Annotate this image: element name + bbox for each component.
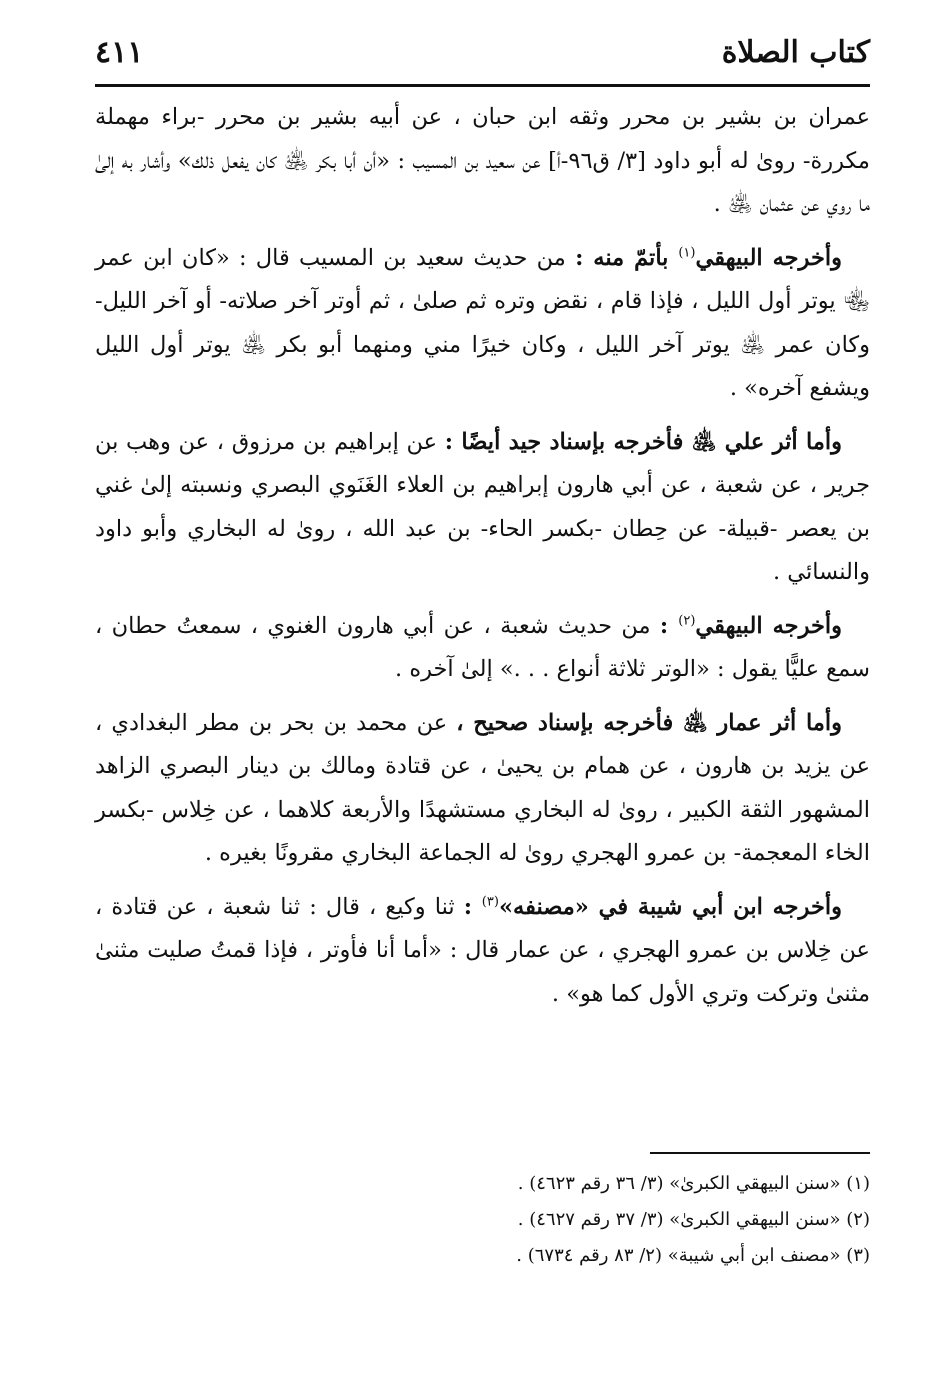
footnote-ref: (١)	[678, 245, 696, 260]
footnote-1: (١) «سنن البيهقي الكبرىٰ» (٣/ ٣٦ رقم ٤٦٢٣) .	[517, 1173, 870, 1194]
footnote-ref: (٢)	[678, 613, 696, 628]
paragraph-lead: وأما أثر علي ﵁ فأخرجه بإسناد جيد أيضًا :	[444, 428, 842, 455]
paragraph-lead: وأخرجه البيهقي	[695, 244, 842, 271]
paragraph-text: من حديث شعبة ، عن أبي هارون الغنوي ، سمعتُ حطان ، سمع عليًّا يقول : «الوتر ثلاثة أنواع . . .» إلىٰ آخره .	[95, 612, 870, 682]
running-title: كتاب الصلاة	[721, 34, 870, 70]
header-rule	[95, 84, 870, 87]
paragraph-text: عمران بن بشير بن محرر وثقه ابن حبان ، عن أبيه بشير بن محرر -براء مهملة مكررة- روىٰ له أبو داود [٣/ ق٩٦-أ] عن سعيد بن المسيب : «أن أبا بكر ﵁ كان يفعل ذلك» وأشار به إلىٰ ما روي عن عثمان ﵁ .	[95, 104, 870, 217]
paragraph-text: عن إبراهيم بن مرزوق ، عن وهب بن جرير ، عن شعبة ، عن أبي هارون إبراهيم بن العلاء الغَنَوي البصري ونسبته إلىٰ غني بن يعصر -قبيلة- عن حِطان -بكسر الحاء- بن عبد الله ، روىٰ له البخاري وأبو داود والنسائي .	[95, 428, 870, 585]
paragraph-lead: وأما أثر عمار ﵁ فأخرجه بإسناد صحيح ،	[456, 709, 842, 736]
page-number: ٤١١	[95, 34, 144, 70]
paragraph-6	[95, 886, 870, 1017]
paragraph-lead-end: بأتمّ منه :	[575, 244, 679, 271]
paragraph-text: عن محمد بن بحر بن مطر البغدادي ، عن يزيد بن هارون ، عن همام بن يحيىٰ ، عن قتادة ومالك بن دينار البصري الزاهد المشهور الثقة الكبير ، روىٰ له البخاري مستشهدًا والأربعة كلاهما ، عن خِلاس -بكسر الخاء المعجمة- بن عمرو الهجري روىٰ له الجماعة البخاري مقرونًا بغيره .	[95, 709, 870, 866]
paragraph-text: ثنا وكيع ، قال : ثنا شعبة ، عن قتادة ، عن خِلاس بن عمرو الهجري ، عن عمار قال : «أما أنا فأوتر ، فإذا قمتُ صليت مثنىٰ مثنىٰ وتركت وتري الأول كما هو» .	[95, 893, 870, 1007]
paragraph-text: من حديث سعيد بن المسيب قال : «كان ابن عمر ﵄ يوتر أول الليل ، فإذا قام ، نقض وتره ثم صلىٰ ، ثم أوتر آخر صلاته- أو آخر الليل- وكان عمر ﵁ يوتر آخر الليل ، وكان خيرًا مني ومنهما أبو بكر ﵁ يوتر أول الليل ويشفع آخره» .	[95, 244, 870, 401]
paragraph-lead-end: :	[659, 612, 679, 639]
footnote-rule	[650, 1152, 870, 1154]
paragraph-3	[95, 421, 870, 595]
footnote-2: (٢) «سنن البيهقي الكبرىٰ» (٣/ ٣٧ رقم ٤٦٢٧) .	[517, 1209, 870, 1230]
paragraph-lead: وأخرجه ابن أبي شيبة في «مصنفه»	[498, 893, 843, 920]
paragraph-lead-end: :	[463, 893, 482, 920]
page-header	[95, 22, 870, 82]
paragraph-5	[95, 702, 870, 876]
paragraph-2	[95, 237, 870, 411]
paragraph-1	[95, 96, 870, 227]
paragraph-lead: وأخرجه البيهقي	[695, 612, 843, 639]
paragraph-4	[95, 605, 870, 692]
footnote-3: (٣) «مصنف ابن أبي شيبة» (٢/ ٨٣ رقم ٦٧٣٤) .	[516, 1245, 870, 1266]
main-text	[95, 96, 870, 1026]
footnotes	[95, 1166, 870, 1274]
footnote-ref: (٣)	[481, 894, 499, 909]
